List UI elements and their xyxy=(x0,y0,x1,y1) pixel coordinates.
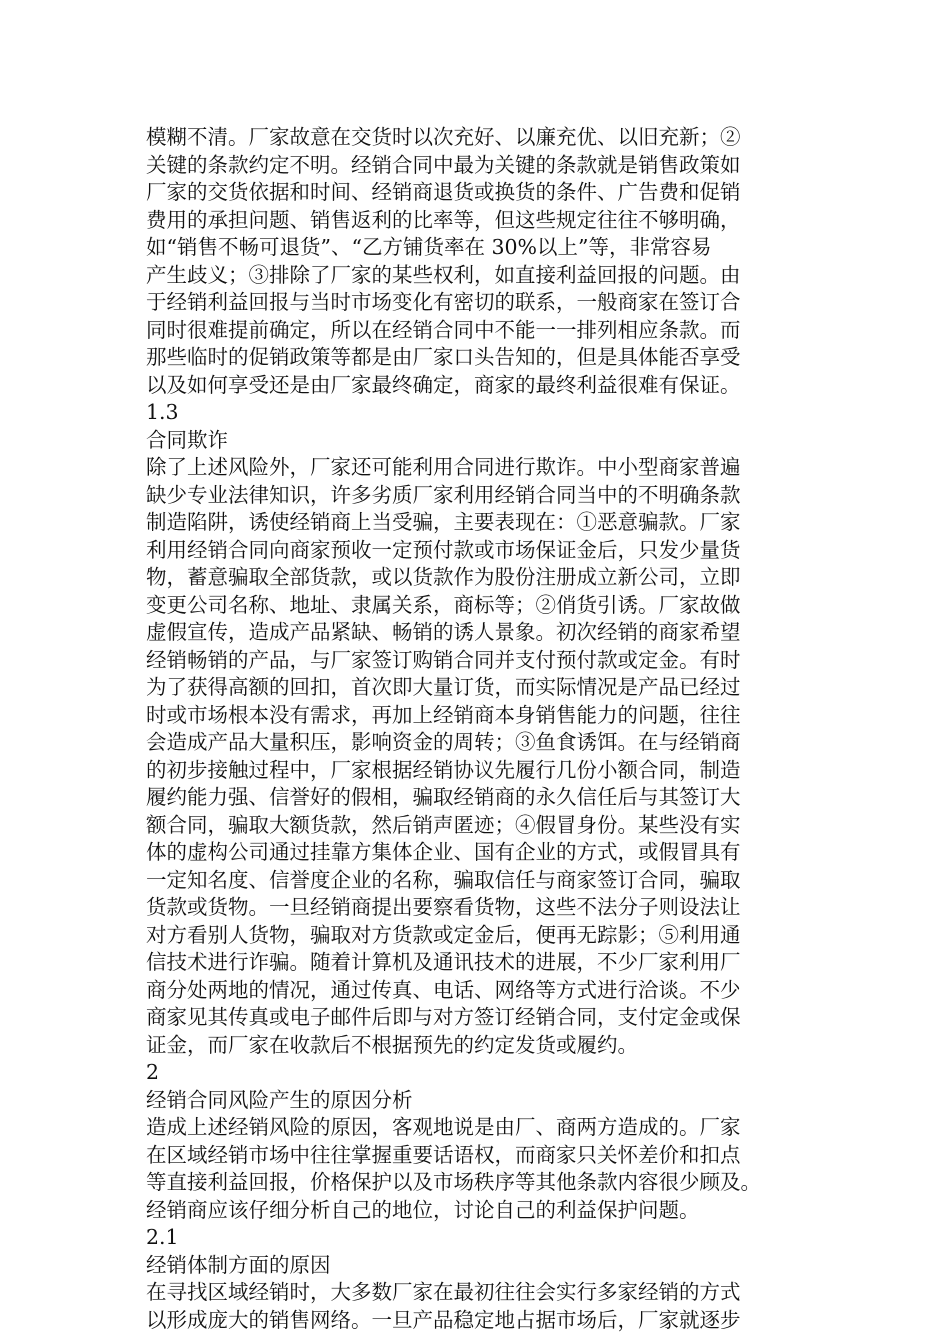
document-body xyxy=(146,124,810,1334)
text-line: 利用经销合同向商家预收一定预付款或市场保证金后，只发少量货 xyxy=(146,537,741,562)
text-line: 证金，而厂家在收款后不根据预先的约定发货或履约。 xyxy=(146,1032,638,1057)
text-line: 变更公司名称、地址、隶属关系，商标等；②俏货引诱。厂家故做 xyxy=(146,592,741,617)
section-number: 1.3 xyxy=(146,400,179,424)
text-line: 如“销售不畅可退货”、“乙方铺货率在 30%以上”等，非常容易 xyxy=(146,235,712,259)
text-line: 一定知名度、信誉度企业的名称，骗取信任与商家签订合同，骗取 xyxy=(146,867,741,892)
section-number: 2 xyxy=(146,1060,160,1084)
text-line: 制造陷阱，诱使经销商上当受骗，主要表现在：①恶意骗款。厂家 xyxy=(146,510,741,534)
text-line: 对方看别人货物，骗取对方货款或定金后，便再无踪影；⑤利用通 xyxy=(146,922,741,947)
text-line: 履约能力强、信誉好的假相，骗取经销商的永久信任后与其签订大 xyxy=(146,785,741,809)
section-heading: 经销体制方面的原因 xyxy=(146,1252,331,1277)
text-line: 缺少专业法律知识，许多劣质厂家利用经销合同当中的不明确条款 xyxy=(146,482,741,507)
text-line: 时或市场根本没有需求，再加上经销商本身销售能力的问题，往往 xyxy=(146,702,741,727)
text-line: 会造成产品大量积压，影响资金的周转；③鱼食诱饵。在与经销商 xyxy=(146,730,741,754)
text-line: 费用的承担问题、销售返利的比率等，但这些规定往往不够明确， xyxy=(146,207,741,232)
text-line: 模糊不清。厂家故意在交货时以次充好、以廉充优、以旧充新；② xyxy=(146,125,741,149)
text-line: 以形成庞大的销售网络。一旦产品稳定地占据市场后，厂家就逐步 xyxy=(146,1307,741,1332)
text-line: 经销畅销的产品，与厂家签订购销合同并支付预付款或定金。有时 xyxy=(146,647,741,672)
text-line: 以及如何享受还是由厂家最终确定，商家的最终利益很难有保证。 xyxy=(146,372,741,397)
text-line: 除了上述风险外，厂家还可能利用合同进行欺诈。中小型商家普遍 xyxy=(146,455,741,479)
text-line: 在寻找区域经销时，大多数厂家在最初往往会实行多家经销的方式 xyxy=(146,1280,741,1304)
text-line: 厂家的交货依据和时间、经销商退货或换货的条件、广告费和促销 xyxy=(146,180,741,204)
text-line: 体的虚构公司通过挂靠方集体企业、国有企业的方式，或假冒具有 xyxy=(146,840,741,864)
text-line: 为了获得高额的回扣，首次即大量订货，而实际情况是产品已经过 xyxy=(146,675,741,699)
section-heading: 经销合同风险产生的原因分析 xyxy=(146,1087,413,1112)
text-line: 商分处两地的情况，通过传真、电话、网络等方式进行洽谈。不少 xyxy=(146,977,741,1002)
text-line: 造成上述经销风险的原因，客观地说是由厂、商两方造成的。厂家 xyxy=(146,1115,741,1139)
text-line: 虚假宣传，造成产品紧缺、畅销的诱人景象。初次经销的商家希望 xyxy=(146,620,741,644)
text-line: 货款或货物。一旦经销商提出要察看货物，这些不法分子则设法让 xyxy=(146,895,741,919)
text-line: 商家见其传真或电子邮件后即与对方签订经销合同，支付定金或保 xyxy=(146,1005,741,1029)
section-heading: 合同欺诈 xyxy=(146,427,228,452)
text-line: 等直接利益回报，价格保护以及市场秩序等其他条款内容很少顾及。 xyxy=(146,1170,761,1194)
text-line: 同时很难提前确定，所以在经销合同中不能一一排列相应条款。而 xyxy=(146,317,741,342)
text-line: 物，蓄意骗取全部货款，或以货款作为股份注册成立新公司，立即 xyxy=(146,565,741,589)
text-line: 于经销利益回报与当时市场变化有密切的联系，一般商家在签订合 xyxy=(146,290,741,314)
text-line: 信技术进行诈骗。随着计算机及通讯技术的进展，不少厂家利用厂 xyxy=(146,950,741,974)
text-line: 产生歧义；③排除了厂家的某些权利，如直接利益回报的问题。由 xyxy=(146,262,741,287)
text-line: 的初步接触过程中，厂家根据经销协议先履行几份小额合同，制造 xyxy=(146,757,741,782)
text-line: 在区域经销市场中往往掌握重要话语权，而商家只关怀差价和扣点 xyxy=(146,1142,741,1167)
text-line: 那些临时的促销政策等都是由厂家口头告知的，但是具体能否享受 xyxy=(146,345,741,369)
section-number: 2.1 xyxy=(146,1225,179,1249)
text-line: 额合同，骗取大额货款，然后销声匿迹；④假冒身份。某些没有实 xyxy=(146,812,741,837)
text-line: 关键的条款约定不明。经销合同中最为关键的条款就是销售政策如 xyxy=(146,152,741,177)
text-line: 经销商应该仔细分析自己的地位，讨论自己的利益保护问题。 xyxy=(146,1197,700,1222)
